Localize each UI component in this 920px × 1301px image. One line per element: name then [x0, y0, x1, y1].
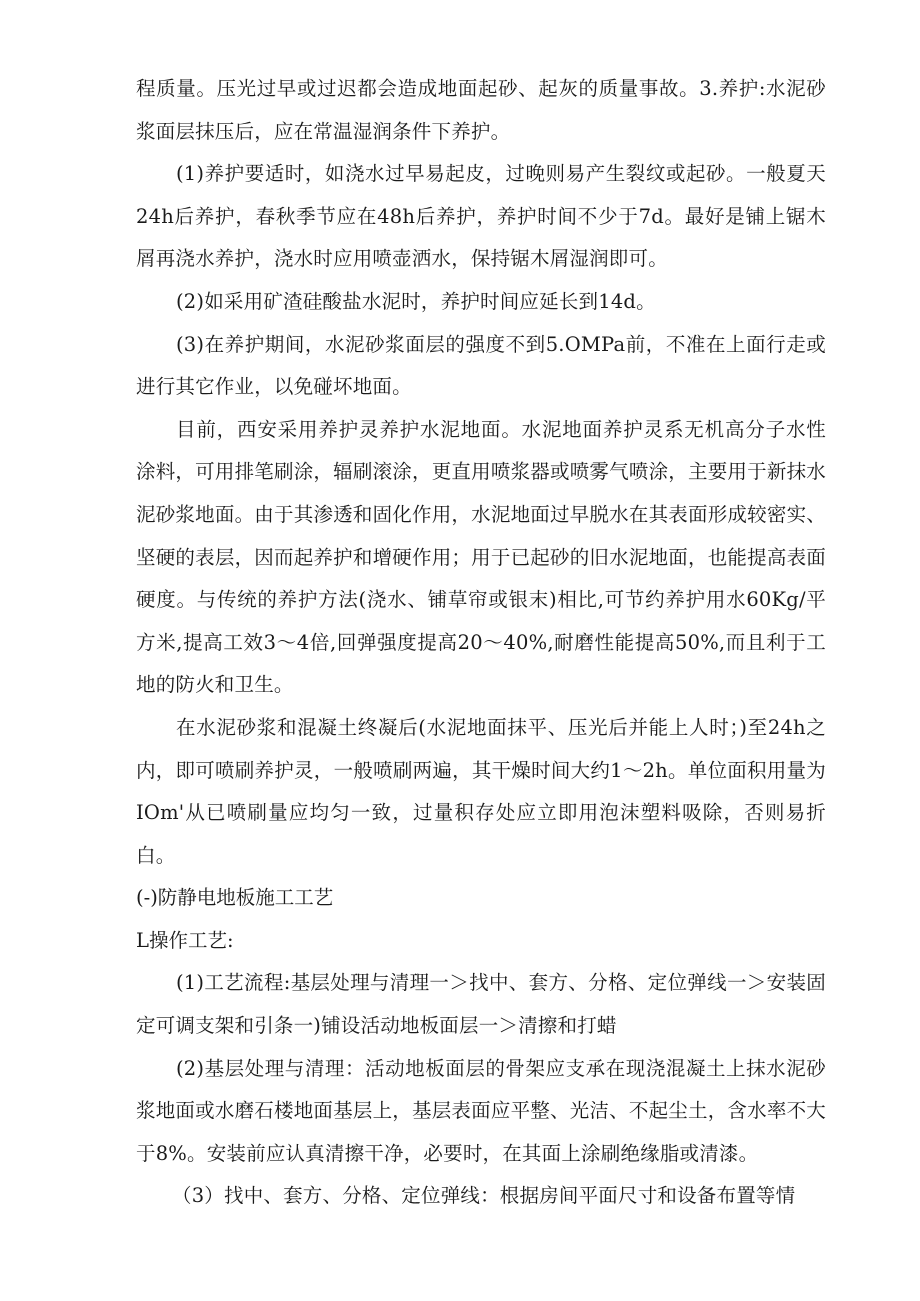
subheading-operation-process: L操作工艺:: [136, 928, 234, 952]
paragraph-process-flow: (1)工艺流程:基层处理与清理一＞找中、套方、分格、定位弹线一＞安装固定可调支架和引条一)铺设活动地板面层一＞清擦和打蜡: [136, 971, 826, 1038]
paragraph-slag-cement: (2)如采用矿渣硅酸盐水泥时，养护时间应延长到14d。: [176, 289, 656, 313]
paragraph-curing-timing: (1)养护要适时，如浇水过早易起皮，过晚则易产生裂纹或起砂。一般夏天24h后养护，春秋季节应在48h后养护，养护时间不少于7d。最好是铺上锯木屑再浇水养护，浇水时应用喷壶洒水，保持锯木屑湿润即可。: [136, 162, 826, 271]
paragraph-spray-application: 在水泥砂浆和混凝土终凝后(水泥地面抹平、压光后并能上人时；)至24h之内，即可喷刷养护灵，一般喷刷两遍，其干燥时间大约1～2h。单位面积用量为IOm'从已喷刷量应均匀一致，过量积存处应立即用泡沫塑料吸除，否则易折白。: [136, 715, 826, 867]
paragraph-curing-intro: 程质量。压光过早或过迟都会造成地面起砂、起灰的质量事故。3.养护:水泥砂浆面层抹压后，应在常温湿润条件下养护。: [136, 77, 826, 143]
document-body: [136, 68, 826, 1218]
section-heading-antistatic-floor: (-)防静电地板施工工艺: [136, 886, 334, 910]
paragraph-curing-agent: 目前，西安采用养护灵养护水泥地面。水泥地面养护灵系无机高分子水性涂料，可用排笔刷涂，辐刷滚涂，更直用喷浆器或喷雾气喷涂，主要用于新抹水泥砂浆地面。由于其渗透和固化作用，水泥地面过早脱水在其表面形成较密实、坚硬的表层，因而起养护和增硬作用；用于已起砂的旧水泥地面，也能提高表面硬度。与传统的养护方法(浇水、铺草帘或银末)相比,可节约养护用水60Kg/平方米,提高工效3～4倍,回弹强度提高20～40%,耐磨性能提高50%,而且利于工地的防火和卫生。: [136, 417, 826, 697]
paragraph-curing-period: (3)在养护期间，水泥砂浆面层的强度不到5.OMPa前，不准在上面行走或进行其它作业，以免碰坏地面。: [136, 332, 826, 399]
paragraph-layout-lines: （3）找中、套方、分格、定位弹线：根据房间平面尺寸和设备布置等情: [172, 1184, 796, 1208]
paragraph-base-treatment: (2)基层处理与清理：活动地板面层的骨架应支承在现浇混凝土上抹水泥砂浆地面或水磨石楼地面基层上，基层表面应平整、光洁、不起尘土，含水率不大于8%。安装前应认真清擦干净，必要时，在其面上涂刷绝缘脂或清漆。: [136, 1056, 826, 1165]
